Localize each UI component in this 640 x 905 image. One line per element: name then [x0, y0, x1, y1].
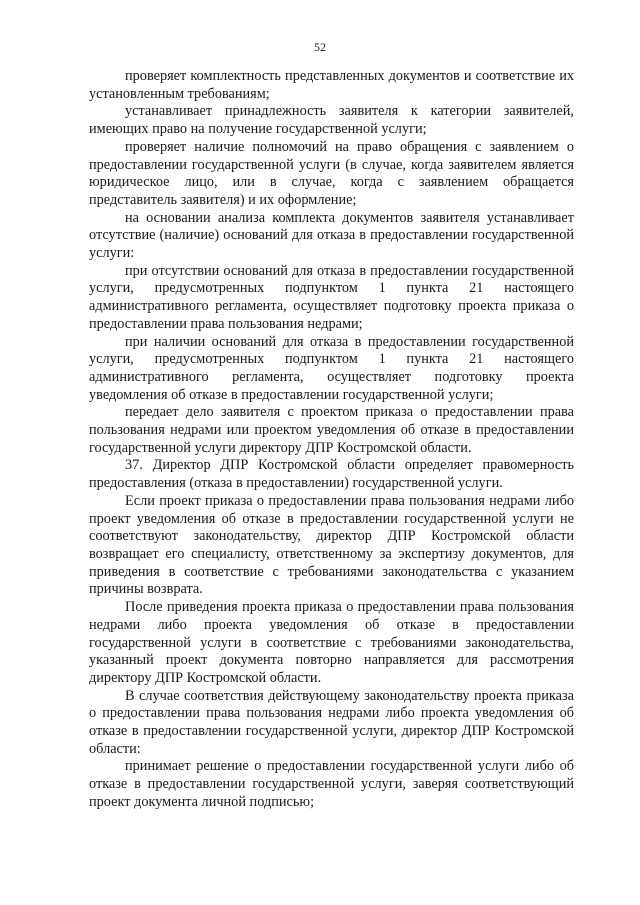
paragraph: проверяет наличие полномочий на право обращения с заявлением о предоставлении государственной услуги (в случае, когда заявителем является юридическое лицо, или в случае, когда с заявлением обращается представитель заявителя) и их оформление;	[89, 138, 574, 208]
paragraph: принимает решение о предоставлении государственной услуги либо об отказе в предоставлении государственной услуги, заверяя соответствующий проект документа личной подписью;	[89, 758, 574, 810]
paragraph: передает дело заявителя с проектом приказа о предоставлении права пользования недрами или проектом уведомления об отказе в предоставлении государственной услуги директору ДПР Костромской области.	[89, 404, 574, 456]
paragraph: при наличии оснований для отказа в предоставлении государственной услуги, предусмотренных подпунктом 1 пункта 21 настоящего административного регламента, осуществляет подготовку проекта уведомления об отказе в предоставлении государственной услуги;	[89, 333, 574, 403]
paragraph: проверяет комплектность представленных документов и соответствие их установленным требованиям;	[89, 68, 574, 102]
paragraph: В случае соответствия действующему законодательству проекта приказа о предоставлении права пользования недрами либо проекта уведомления об отказе в предоставлении государственной услуги, директор ДПР Костромской области:	[89, 687, 574, 757]
paragraph: на основании анализа комплекта документов заявителя устанавливает отсутствие (наличие) оснований для отказа в предоставлении государственной услуги:	[89, 209, 574, 262]
paragraph: устанавливает принадлежность заявителя к категории заявителей, имеющих право на получение государственной услуги;	[89, 103, 574, 138]
document-body	[89, 68, 574, 812]
paragraph: Если проект приказа о предоставлении права пользования недрами либо проект уведомления об отказе в предоставлении государственной услуги не соответствуют законодательству, директор ДПР Костромской области возвращает его специалисту, ответственному за экспертизу документов, для приведения в соответствие с требованиями законодательства с указанием причины возврата.	[89, 492, 574, 598]
paragraph: После приведения проекта приказа о предоставлении права пользования недрами либо проекта уведомления об отказе в предоставлении государственной услуги в соответствие с требованиями законодательства, указанный проект документа повторно направляется для рассмотрения директору ДПР Костромской области.	[89, 599, 574, 686]
paragraph: при отсутствии оснований для отказа в предоставлении государственной услуги, предусмотренных подпунктом 1 пункта 21 настоящего административного регламента, осуществляет подготовку проекта приказа о предоставлении права пользования недрами;	[89, 262, 574, 332]
page-number: 52	[314, 40, 326, 54]
paragraph: 37. Директор ДПР Костромской области определяет правомерность предоставления (отказа в предоставлении) государственной услуги.	[89, 457, 574, 492]
